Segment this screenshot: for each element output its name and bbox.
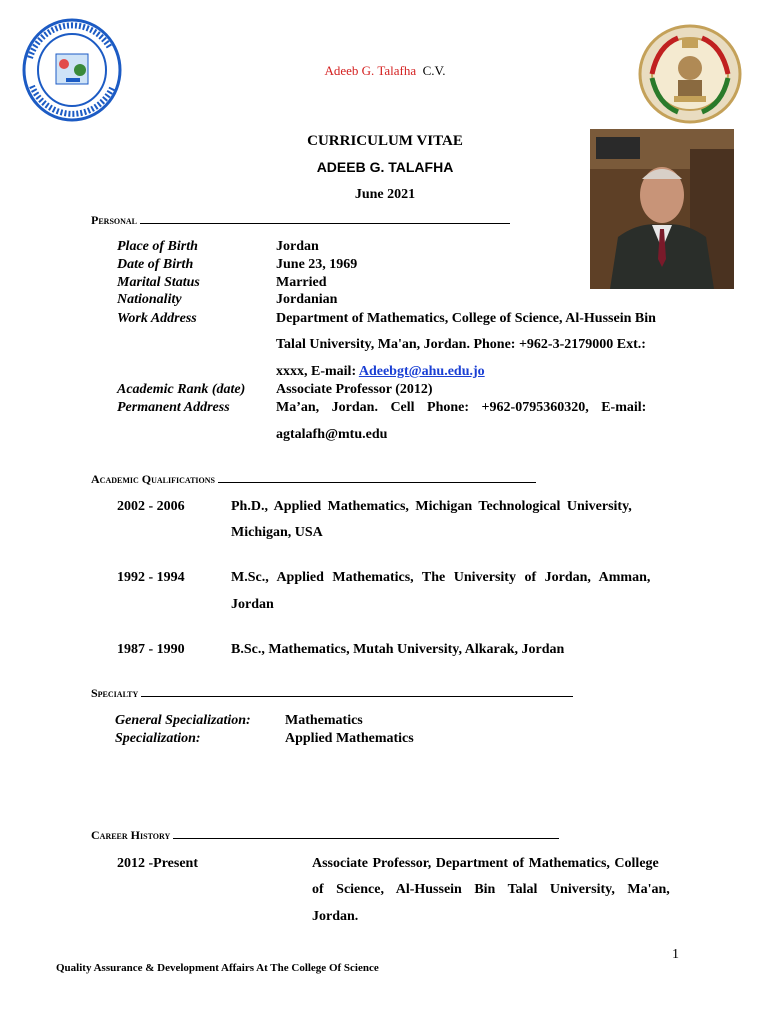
- work-address-line3: [276, 364, 485, 380]
- qualification-line2: Michigan, USA: [231, 525, 323, 540]
- place-of-birth-label: Place of Birth: [117, 239, 198, 254]
- qualification-line1: B.Sc., Mathematics, Mutah University, Alkarak, Jordan: [231, 642, 565, 657]
- qualification-years: 2002 - 2006: [117, 499, 185, 514]
- header-name: Adeeb G. Talafha: [324, 63, 417, 78]
- date-of-birth-value: June 23, 1969: [276, 257, 358, 272]
- career-line3: Jordan.: [312, 909, 359, 924]
- heading-rule: [218, 481, 536, 483]
- qualification-line1: Ph.D., Applied Mathematics, Michigan Technological University,: [231, 499, 632, 514]
- marital-status-value: Married: [276, 275, 327, 290]
- academic-heading: [91, 472, 536, 487]
- career-line2: of Science, Al-Hussein Bin Talal University, Ma'an,: [312, 882, 670, 897]
- career-years: 2012 -Present: [117, 856, 198, 871]
- qualification-line1: M.Sc., Applied Mathematics, The University of Jordan, Amman,: [231, 570, 651, 585]
- work-address-line2: Talal University, Ma'an, Jordan. Phone: +962-3-2179000 Ext.:: [276, 337, 646, 352]
- permanent-address-label: Permanent Address: [117, 400, 230, 415]
- permanent-address-line1: [276, 400, 690, 416]
- document-title: CURRICULUM VITAE: [307, 133, 463, 149]
- career-heading-text: Career History: [91, 828, 171, 842]
- qualification-years: 1992 - 1994: [117, 570, 185, 585]
- permanent-address-text: Ma’an, Jordan. Cell Phone: +962-0795360320, E-mail:: [276, 400, 647, 415]
- person-name: ADEEB G. TALAFHA: [316, 159, 454, 175]
- place-of-birth-value: Jordan: [276, 239, 319, 254]
- specialization-value: Applied Mathematics: [285, 731, 414, 746]
- academic-rank-label: Academic Rank (date): [117, 382, 246, 397]
- work-email-prefix: xxxx, E-mail:: [276, 364, 359, 379]
- work-email-link[interactable]: Adeebgt@ahu.edu.jo: [358, 364, 485, 379]
- profile-photo: [590, 129, 734, 289]
- marital-status-label: Marital Status: [117, 275, 200, 290]
- career-heading: [91, 828, 559, 843]
- work-address-line1: Department of Mathematics, College of Science, Al-Hussein Bin: [276, 311, 656, 326]
- qualification-line2: Jordan: [231, 597, 274, 612]
- heading-rule: [141, 695, 573, 697]
- general-specialization-label: General Specialization:: [115, 713, 251, 728]
- heading-rule: [140, 222, 510, 224]
- career-line1: Associate Professor, Department of Mathematics, College: [312, 856, 659, 871]
- nationality-label: Nationality: [117, 292, 182, 307]
- academic-heading-text: Academic Qualifications: [91, 472, 215, 486]
- personal-heading: [91, 213, 510, 228]
- qualification-years: 1987 - 1990: [117, 642, 185, 657]
- academic-rank-value: Associate Professor (2012): [276, 382, 433, 397]
- specialization-label: Specialization:: [115, 731, 201, 746]
- page-header: [0, 63, 770, 79]
- specialty-heading-text: Specialty: [91, 686, 139, 700]
- page-number: 1: [672, 947, 679, 962]
- nationality-value: Jordanian: [276, 292, 338, 307]
- personal-heading-text: Personal: [91, 213, 138, 227]
- document-date: June 2021: [354, 187, 416, 202]
- date-of-birth-label: Date of Birth: [117, 257, 194, 272]
- heading-rule: [173, 837, 559, 839]
- header-cv: C.V.: [422, 63, 446, 78]
- specialty-heading: [91, 686, 573, 701]
- work-address-label: Work Address: [117, 311, 197, 326]
- permanent-address-line2: agtalafh@mtu.edu: [276, 427, 388, 442]
- general-specialization-value: Mathematics: [285, 713, 363, 728]
- page-footer: Quality Assurance & Development Affairs At The College Of Science: [56, 962, 379, 974]
